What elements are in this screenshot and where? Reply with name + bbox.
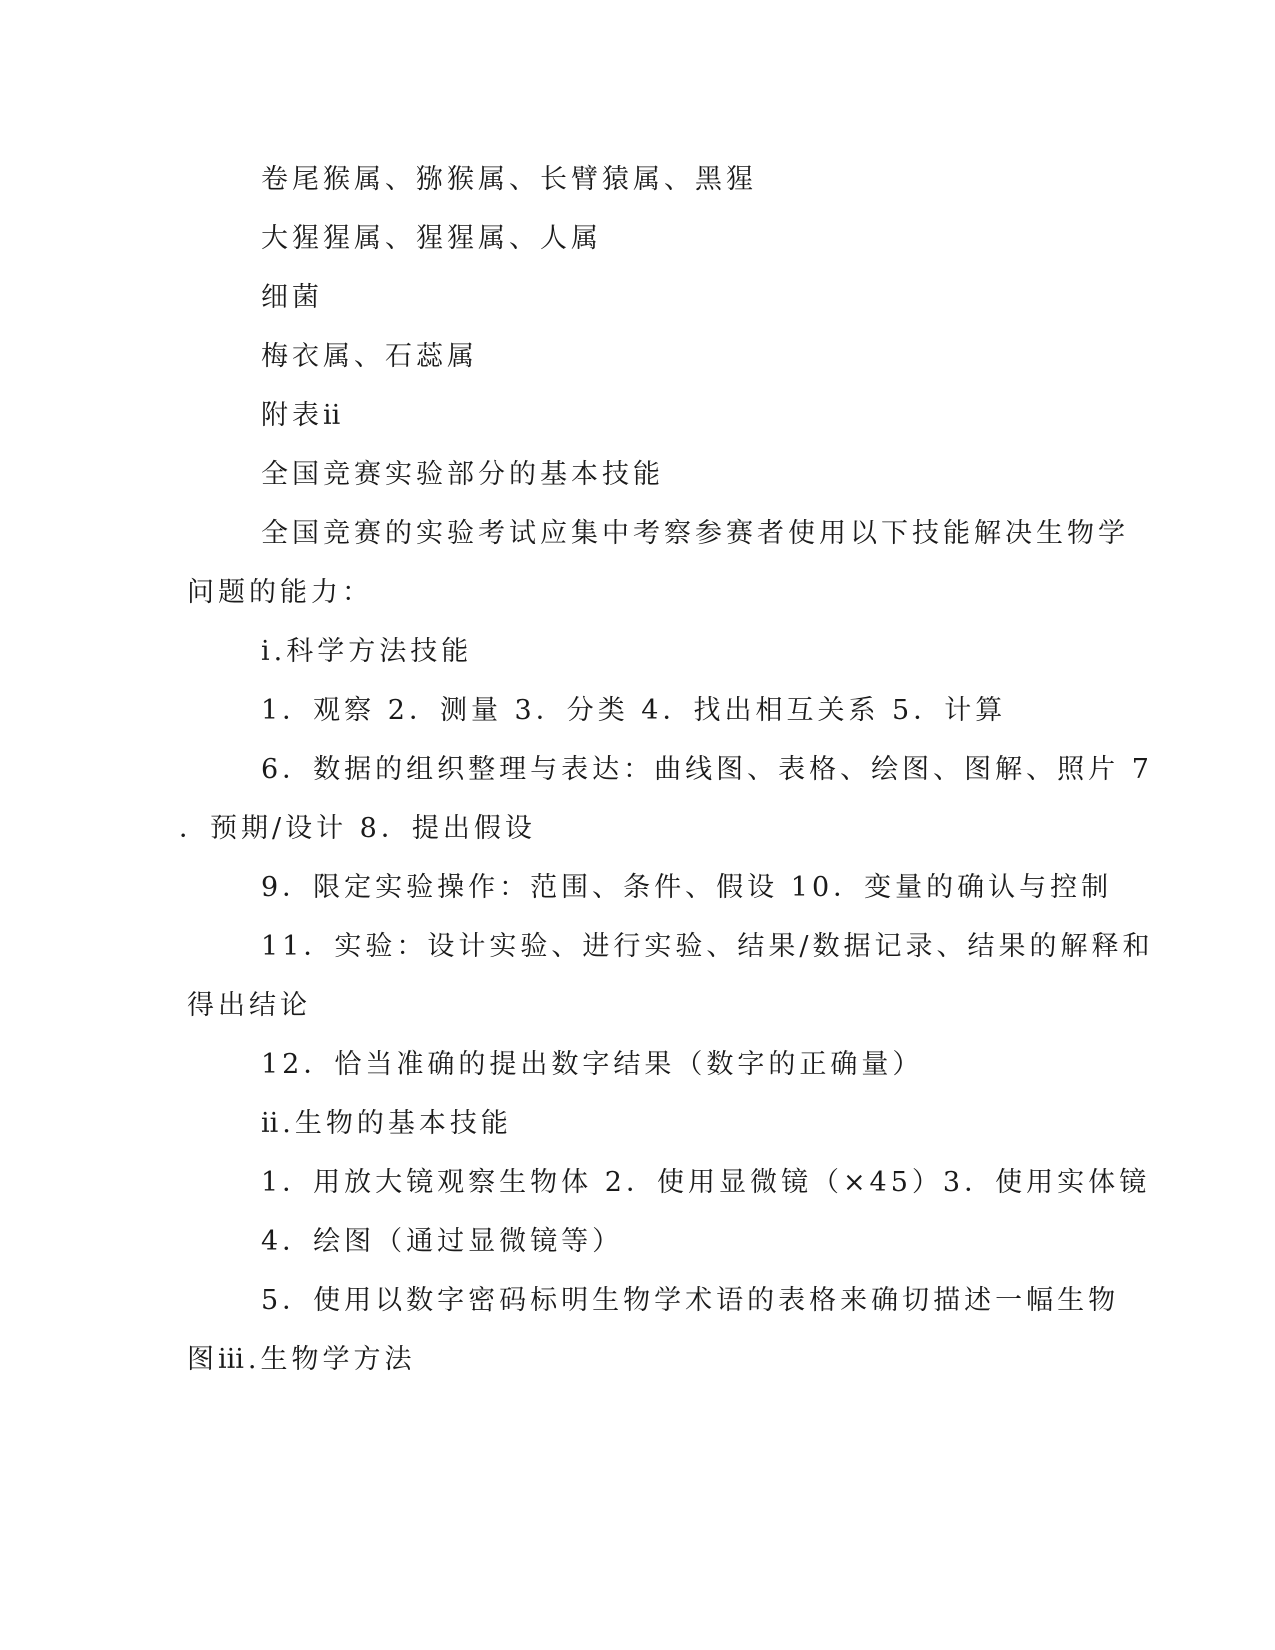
skills-list-line-4: 9．限定实验操作：范围、条件、假设 10．变量的确认与控制 <box>261 872 1113 903</box>
bio-skills-line-3: 5．使用以数字密码标明生物学术语的表格来确切描述一幅生物 <box>261 1285 1120 1316</box>
appendix-heading: 附表ⅱ <box>261 400 345 431</box>
bio-skills-line-1: 1．用放大镜观察生物体 2．使用显微镜（×45）3．使用实体镜 <box>261 1167 1151 1198</box>
text-line-lichen-genera: 梅衣属、石蕊属 <box>261 341 478 372</box>
bio-skills-line-2: 4．绘图（通过显微镜等） <box>261 1226 624 1257</box>
skills-list-line-5: 11．实验：设计实验、进行实验、结果/数据记录、结果的解释和 <box>261 931 1154 962</box>
intro-paragraph-line-1: 全国竞赛的实验考试应集中考察参赛者使用以下技能解决生物学 <box>261 518 1129 549</box>
text-line-genera-primates-1: 卷尾猴属、猕猴属、长臂猿属、黑猩 <box>261 164 757 195</box>
section-title: 全国竞赛实验部分的基本技能 <box>261 459 664 490</box>
intro-paragraph-line-2: 问题的能力： <box>187 577 373 608</box>
skills-list-line-1: 1．观察 2．测量 3．分类 4．找出相互关系 5．计算 <box>261 695 1007 726</box>
skills-list-line-7: 12．恰当准确的提出数字结果（数字的正确量） <box>261 1049 924 1080</box>
text-line-bacteria: 细菌 <box>261 282 323 313</box>
subsection-heading-scientific-methods: ⅰ.科学方法技能 <box>261 636 473 667</box>
subsection-heading-biological-skills: ⅱ.生物的基本技能 <box>261 1108 512 1139</box>
skills-list-line-3: ．预期/设计 8．提出假设 <box>179 813 536 844</box>
skills-list-line-2: 6．数据的组织整理与表达：曲线图、表格、绘图、图解、照片 7 <box>261 754 1153 785</box>
text-line-genera-primates-2: 大猩猩属、猩猩属、人属 <box>261 223 602 254</box>
bio-skills-line-4: 图ⅲ.生物学方法 <box>187 1344 416 1375</box>
skills-list-line-6: 得出结论 <box>187 990 311 1021</box>
